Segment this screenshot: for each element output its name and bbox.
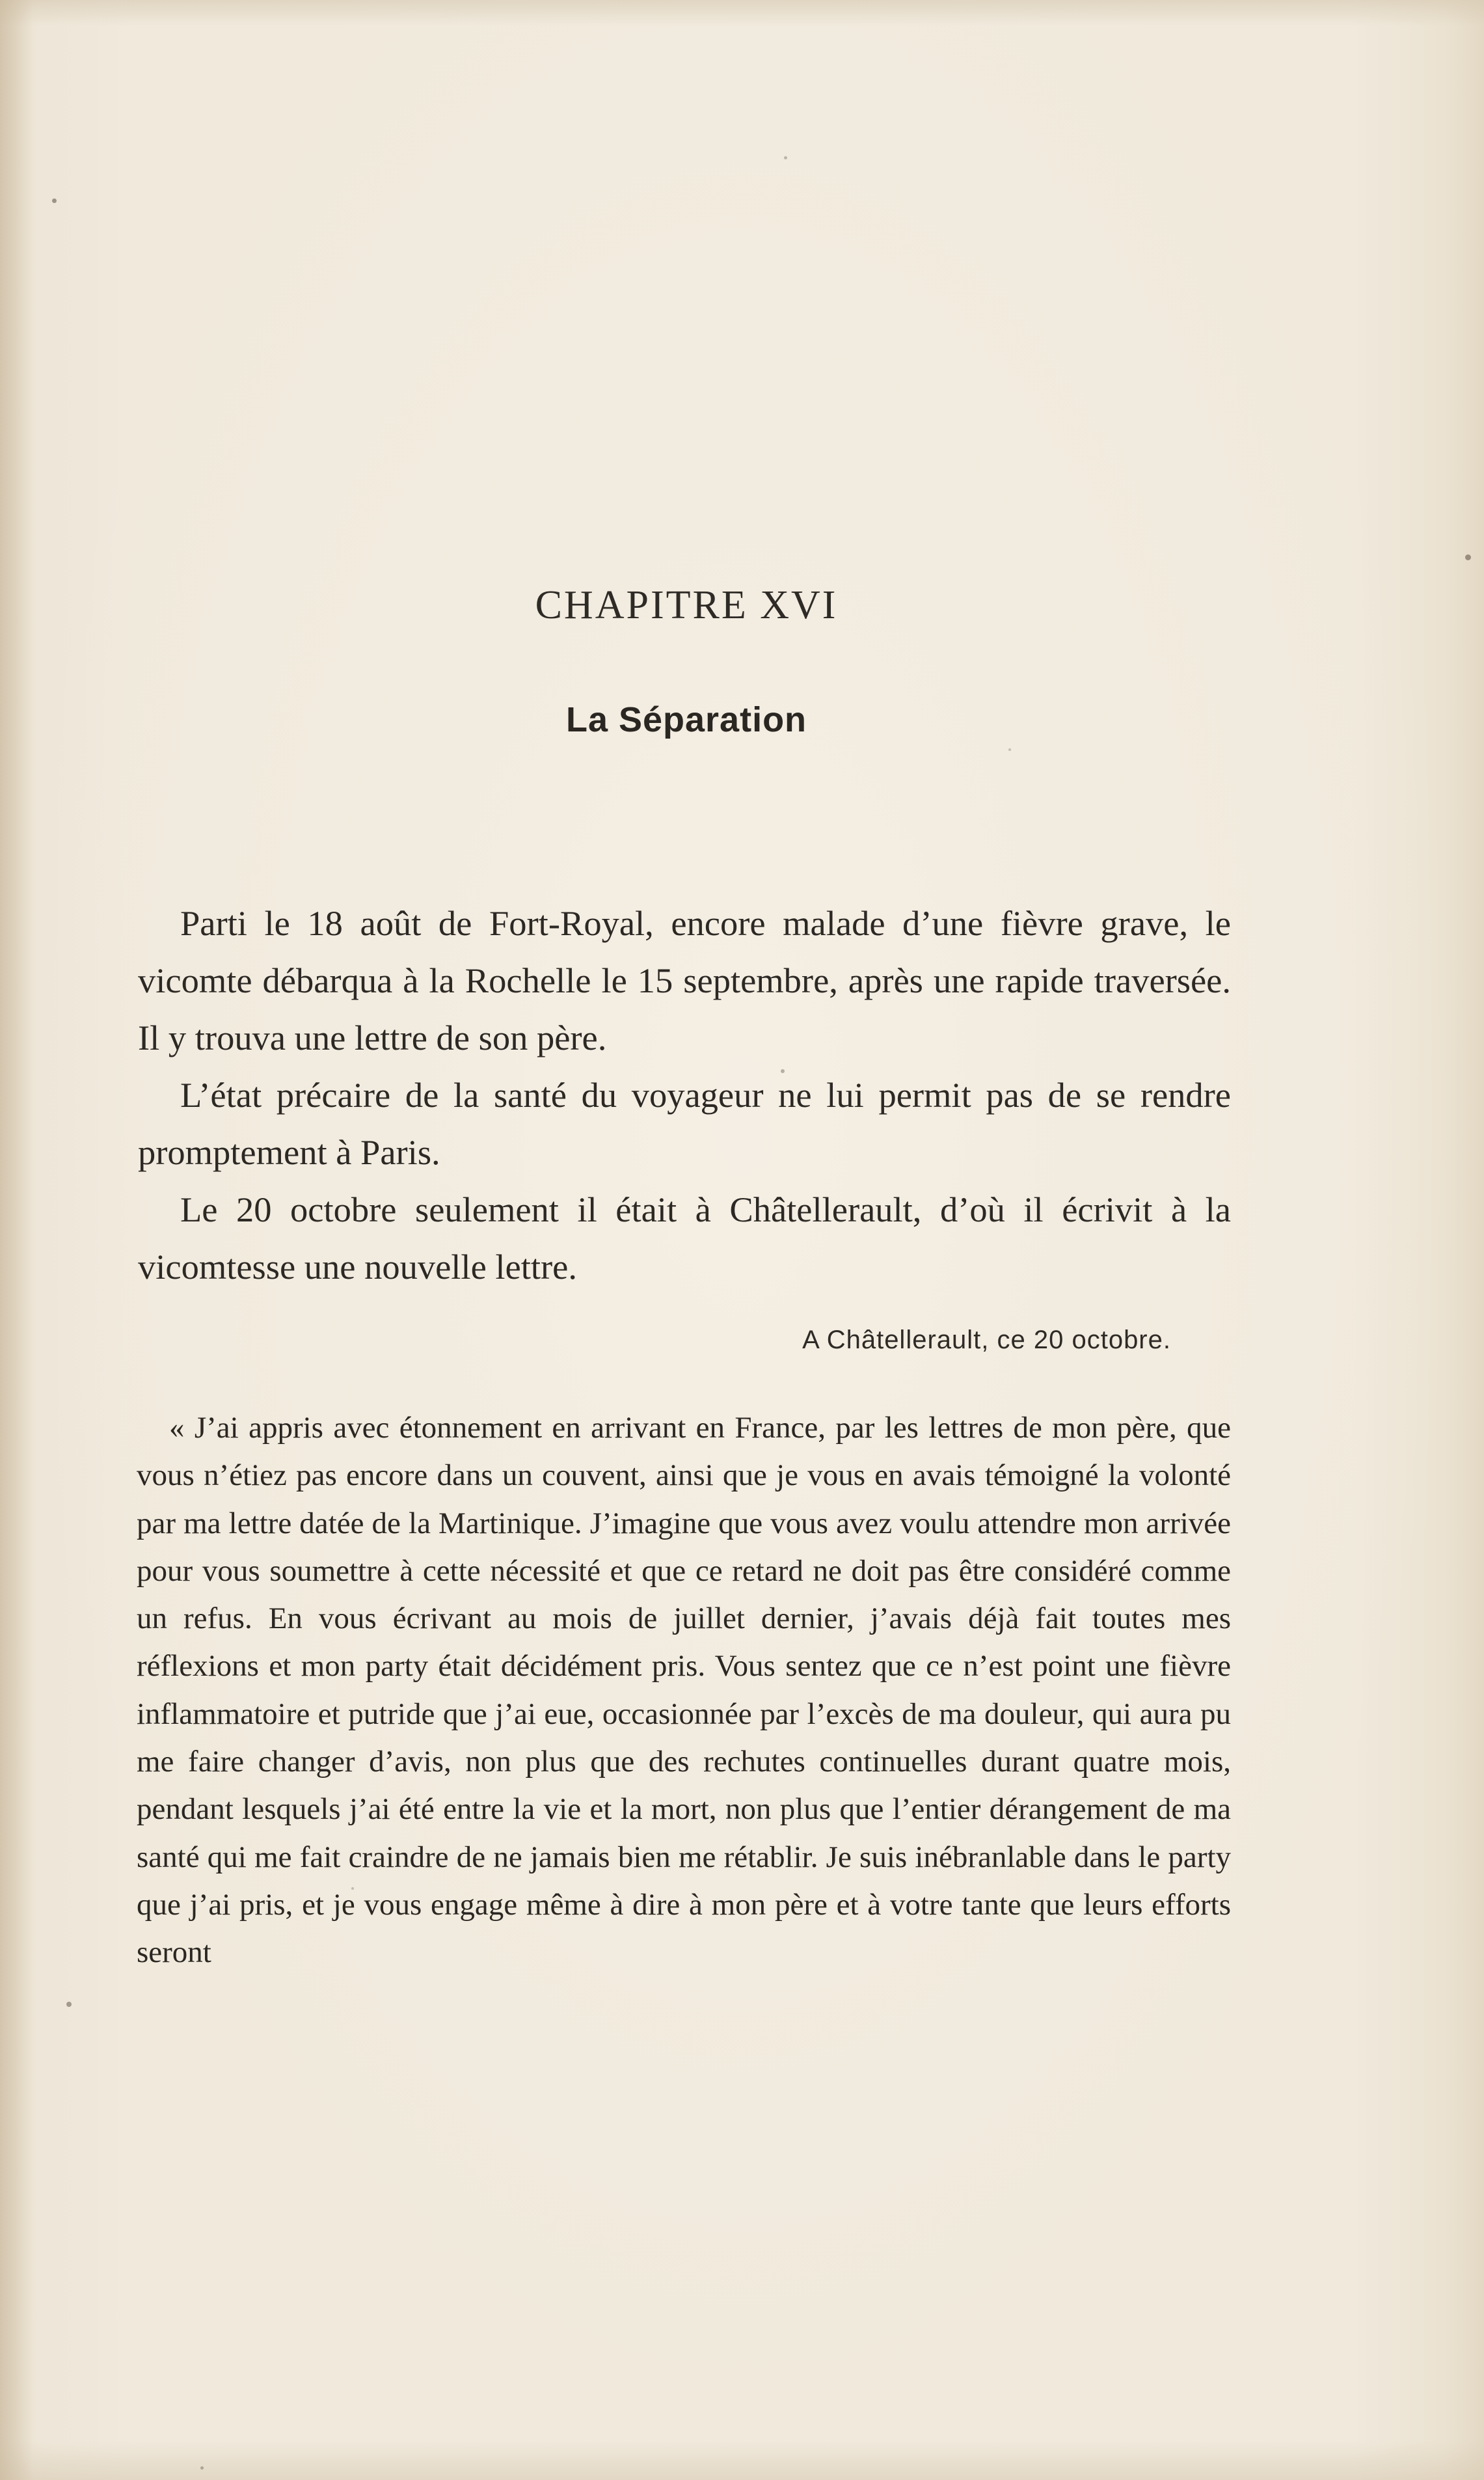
chapter-title: La Séparation	[565, 700, 807, 739]
letter-dateline: A Châtellerault, ce 20 octobre.	[802, 1326, 1171, 1354]
letter-text	[137, 1404, 1231, 1977]
intro-paragraph: Le 20 octobre seulement il était à Châtellerault, d’où il écrivit à la vicomtesse une nouvelle lettre.	[138, 1190, 1231, 1287]
paper-speck	[784, 156, 787, 159]
paper-speck	[66, 2002, 72, 2007]
page-edge-shadow-bottom	[0, 2441, 1484, 2480]
paper-speck	[1465, 554, 1471, 560]
page-edge-shadow-top	[0, 0, 1484, 26]
chapter-heading: CHAPITRE XVI	[535, 583, 838, 627]
intro-paragraph: L’état précaire de la santé du voyageur ne lui permit pas de se rendre promptement à Paris.	[138, 1075, 1231, 1172]
intro-paragraph: Parti le 18 août de Fort-Royal, encore malade d’une fièvre grave, le vicomte débarqua à la Rochelle le 15 septembre, après une rapide traversée. Il y trouva une lettre de son père.	[138, 903, 1231, 1057]
paper-speck	[200, 2466, 204, 2470]
paper-speck	[52, 198, 57, 203]
letter-paragraph: « J’ai appris avec étonnement en arrivant en France, par les lettres de mon père, que vous n’étiez pas encore dans un couvent, ainsi que je vous en avais témoigné la volonté par ma lettre datée de la Martinique. J’imagine que vous avez voulu attendre mon arrivée pour vous soumettre à cette nécessité et que ce retard ne doit pas être considéré comme un refus. En vous écrivant au mois de juillet dernier, j’avais déjà fait toutes mes réflexions et mon party était décidément pris. Vous sentez que ce n’est point une fièvre inflammatoire et putride que j’ai eue, occasionnée par l’excès de ma douleur, qui aura pu me faire changer d’avis, non plus que des rechutes continuelles durant quatre mois, pendant lesquels j’ai été entre la vie et la mort, non plus que l’entier dérangement de ma santé qui me fait craindre de ne jamais bien me rétablir. Je suis inébranlable dans le party que j’ai pris, et je vous engage même à dire à mon père et à votre tante que leurs efforts seront	[137, 1411, 1231, 1970]
intro-text	[138, 895, 1231, 1296]
paper-speck	[1008, 748, 1011, 751]
page-edge-shadow-left	[0, 0, 33, 2480]
